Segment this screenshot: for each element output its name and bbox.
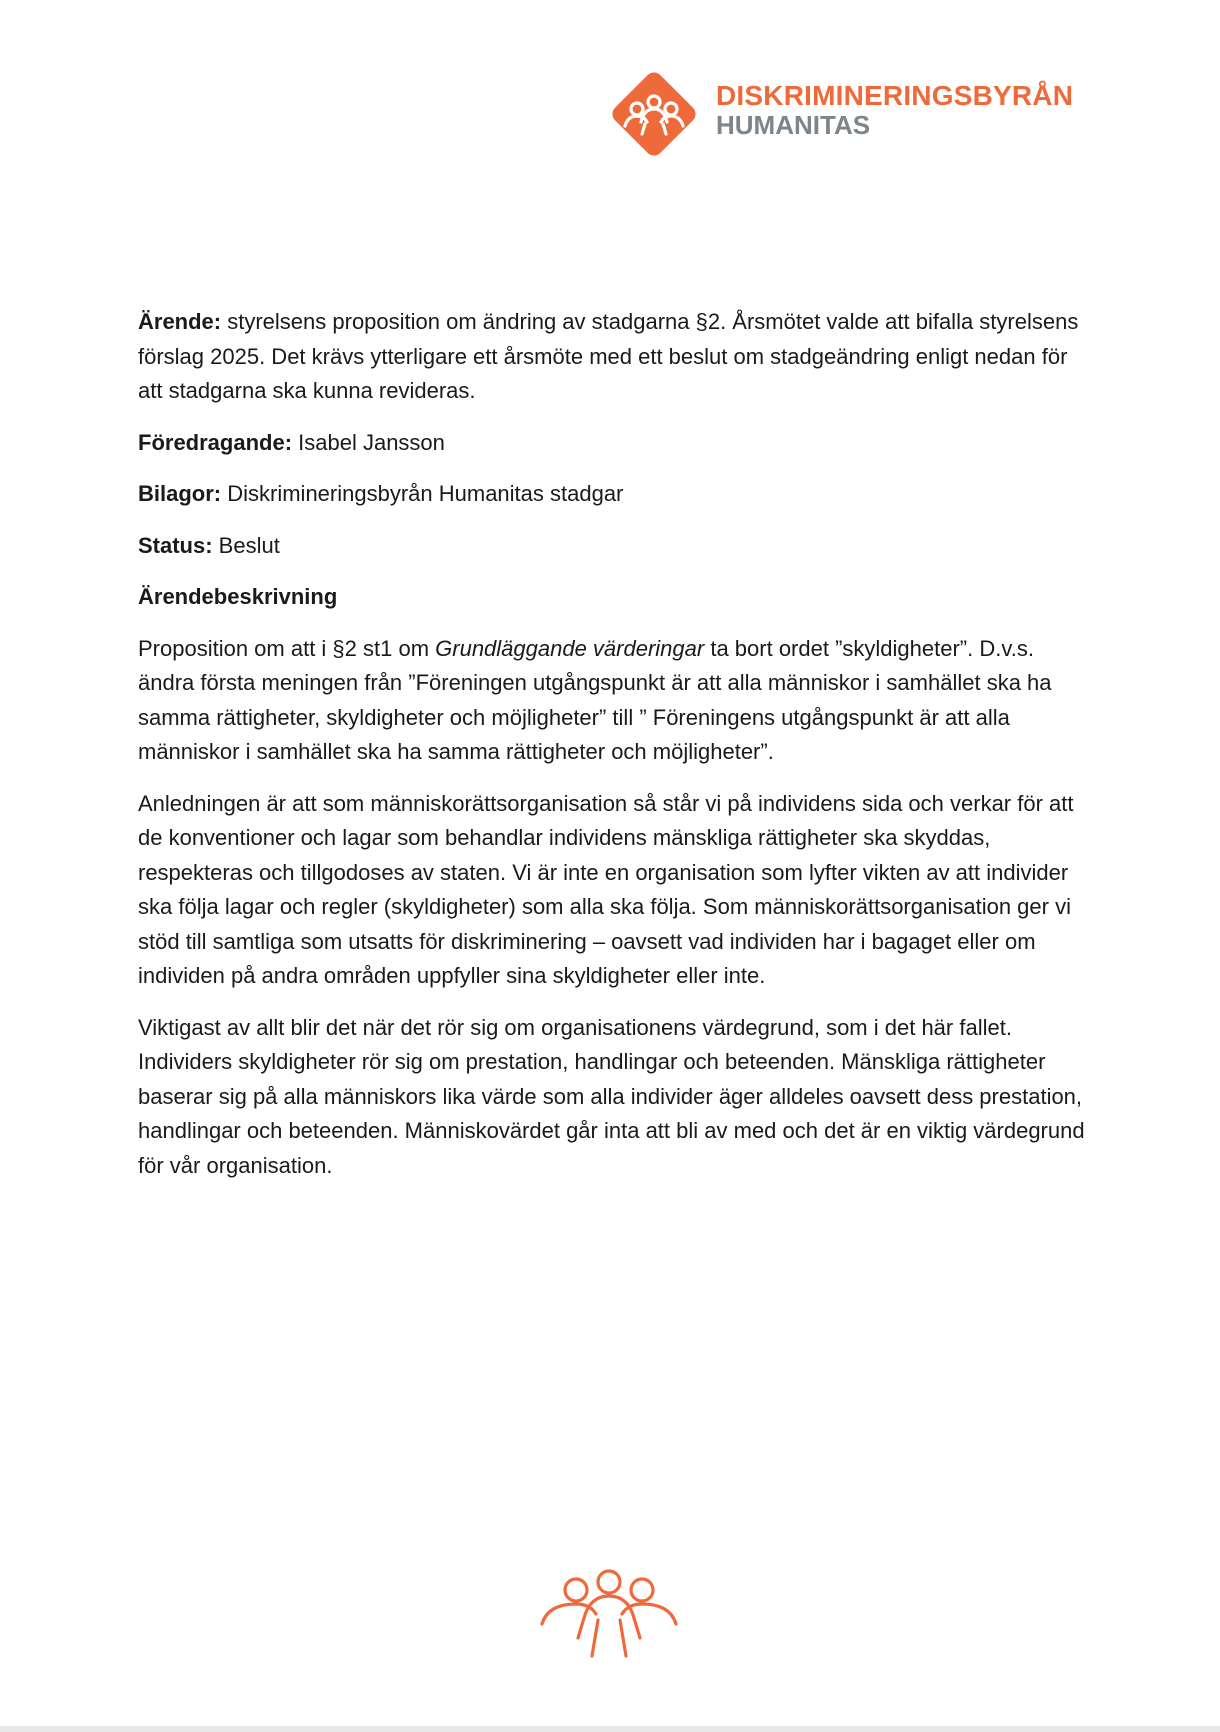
bilagor-value: Diskrimineringsbyrån Humanitas stadgar	[221, 481, 624, 506]
organization-logo	[604, 64, 1084, 164]
paragraph-reason: Anledningen är att som människorättsorganisation så står vi på individens sida och verkar för att de konventioner och lagar som behandlar individens mänskliga rättigheter ska skyddas, respekteras och tillgodoses av staten. Vi är inte en organisation som lyfter vikten av att individer ska följa lagar och regler (skyldigheter) som alla ska följa. Som människorättsorganisation ger vi stöd till samtliga som utsatts för diskriminering – oavsett vad individen har i bagaget eller om individen på andra områden uppfyller sina skyldigheter eller inte.	[138, 790, 1074, 988]
proposition-italic-term: Grundläggande värderingar	[435, 635, 705, 661]
field-bilagor	[138, 477, 1088, 512]
paragraph-proposition	[138, 632, 1088, 770]
proposition-text-end: ta bort ordet ”skyldigheter”. D.v.s. ändra första meningen från ”Föreningen utgångspunkt är att alla människor i samhället ska ha samma rättigheter, skyldigheter och möjligheter” till ” Föreningens utgångspunkt är att alla människor i samhället ska ha samma rättigheter och möjligheter”.	[138, 635, 1052, 764]
field-foredragande	[138, 426, 1088, 461]
status-value: Beslut	[212, 532, 280, 558]
logo-wordmark	[716, 82, 1073, 138]
arende-label: Ärende:	[138, 309, 222, 334]
people-group-diamond-icon	[604, 64, 704, 164]
bilagor-label: Bilagor:	[138, 481, 222, 506]
page-bottom-edge	[0, 1726, 1220, 1732]
field-status	[138, 529, 1088, 564]
field-arende	[138, 305, 1088, 409]
logo-line-1: DISKRIMINERINGSBYRÅN	[716, 80, 1074, 111]
document-body	[138, 305, 1088, 1200]
foredragande-value: Isabel Jansson	[292, 429, 445, 455]
status-label: Status:	[138, 532, 213, 558]
people-group-icon	[534, 1568, 684, 1660]
arende-value: styrelsens proposition om ändring av stadgarna §2. Årsmötet valde att bifalla styrelsens förslag 2025. Det krävs ytterligare ett årsmöte med ett beslut om stadgeändring enligt nedan för att stadgarna ska kunna revideras.	[138, 309, 1079, 403]
paragraph-values: Viktigast av allt blir det när det rör sig om organisationens värdegrund, som i det här fallet. Individers skyldigheter rör sig om prestation, handlingar och beteenden. Mänskliga rättigheter baserar sig på alla människors lika värde som alla individer äger alldeles oavsett dess prestation, handlingar och beteenden. Människovärdet går inta att bli av med och det är en viktig värdegrund för vår organisation.	[138, 1014, 1085, 1178]
logo-line-2: HUMANITAS	[716, 110, 871, 140]
foredragande-label: Föredragande:	[138, 429, 293, 455]
section-heading: Ärendebeskrivning	[138, 584, 338, 609]
proposition-text-start: Proposition om att i §2 st1 om	[138, 635, 436, 661]
